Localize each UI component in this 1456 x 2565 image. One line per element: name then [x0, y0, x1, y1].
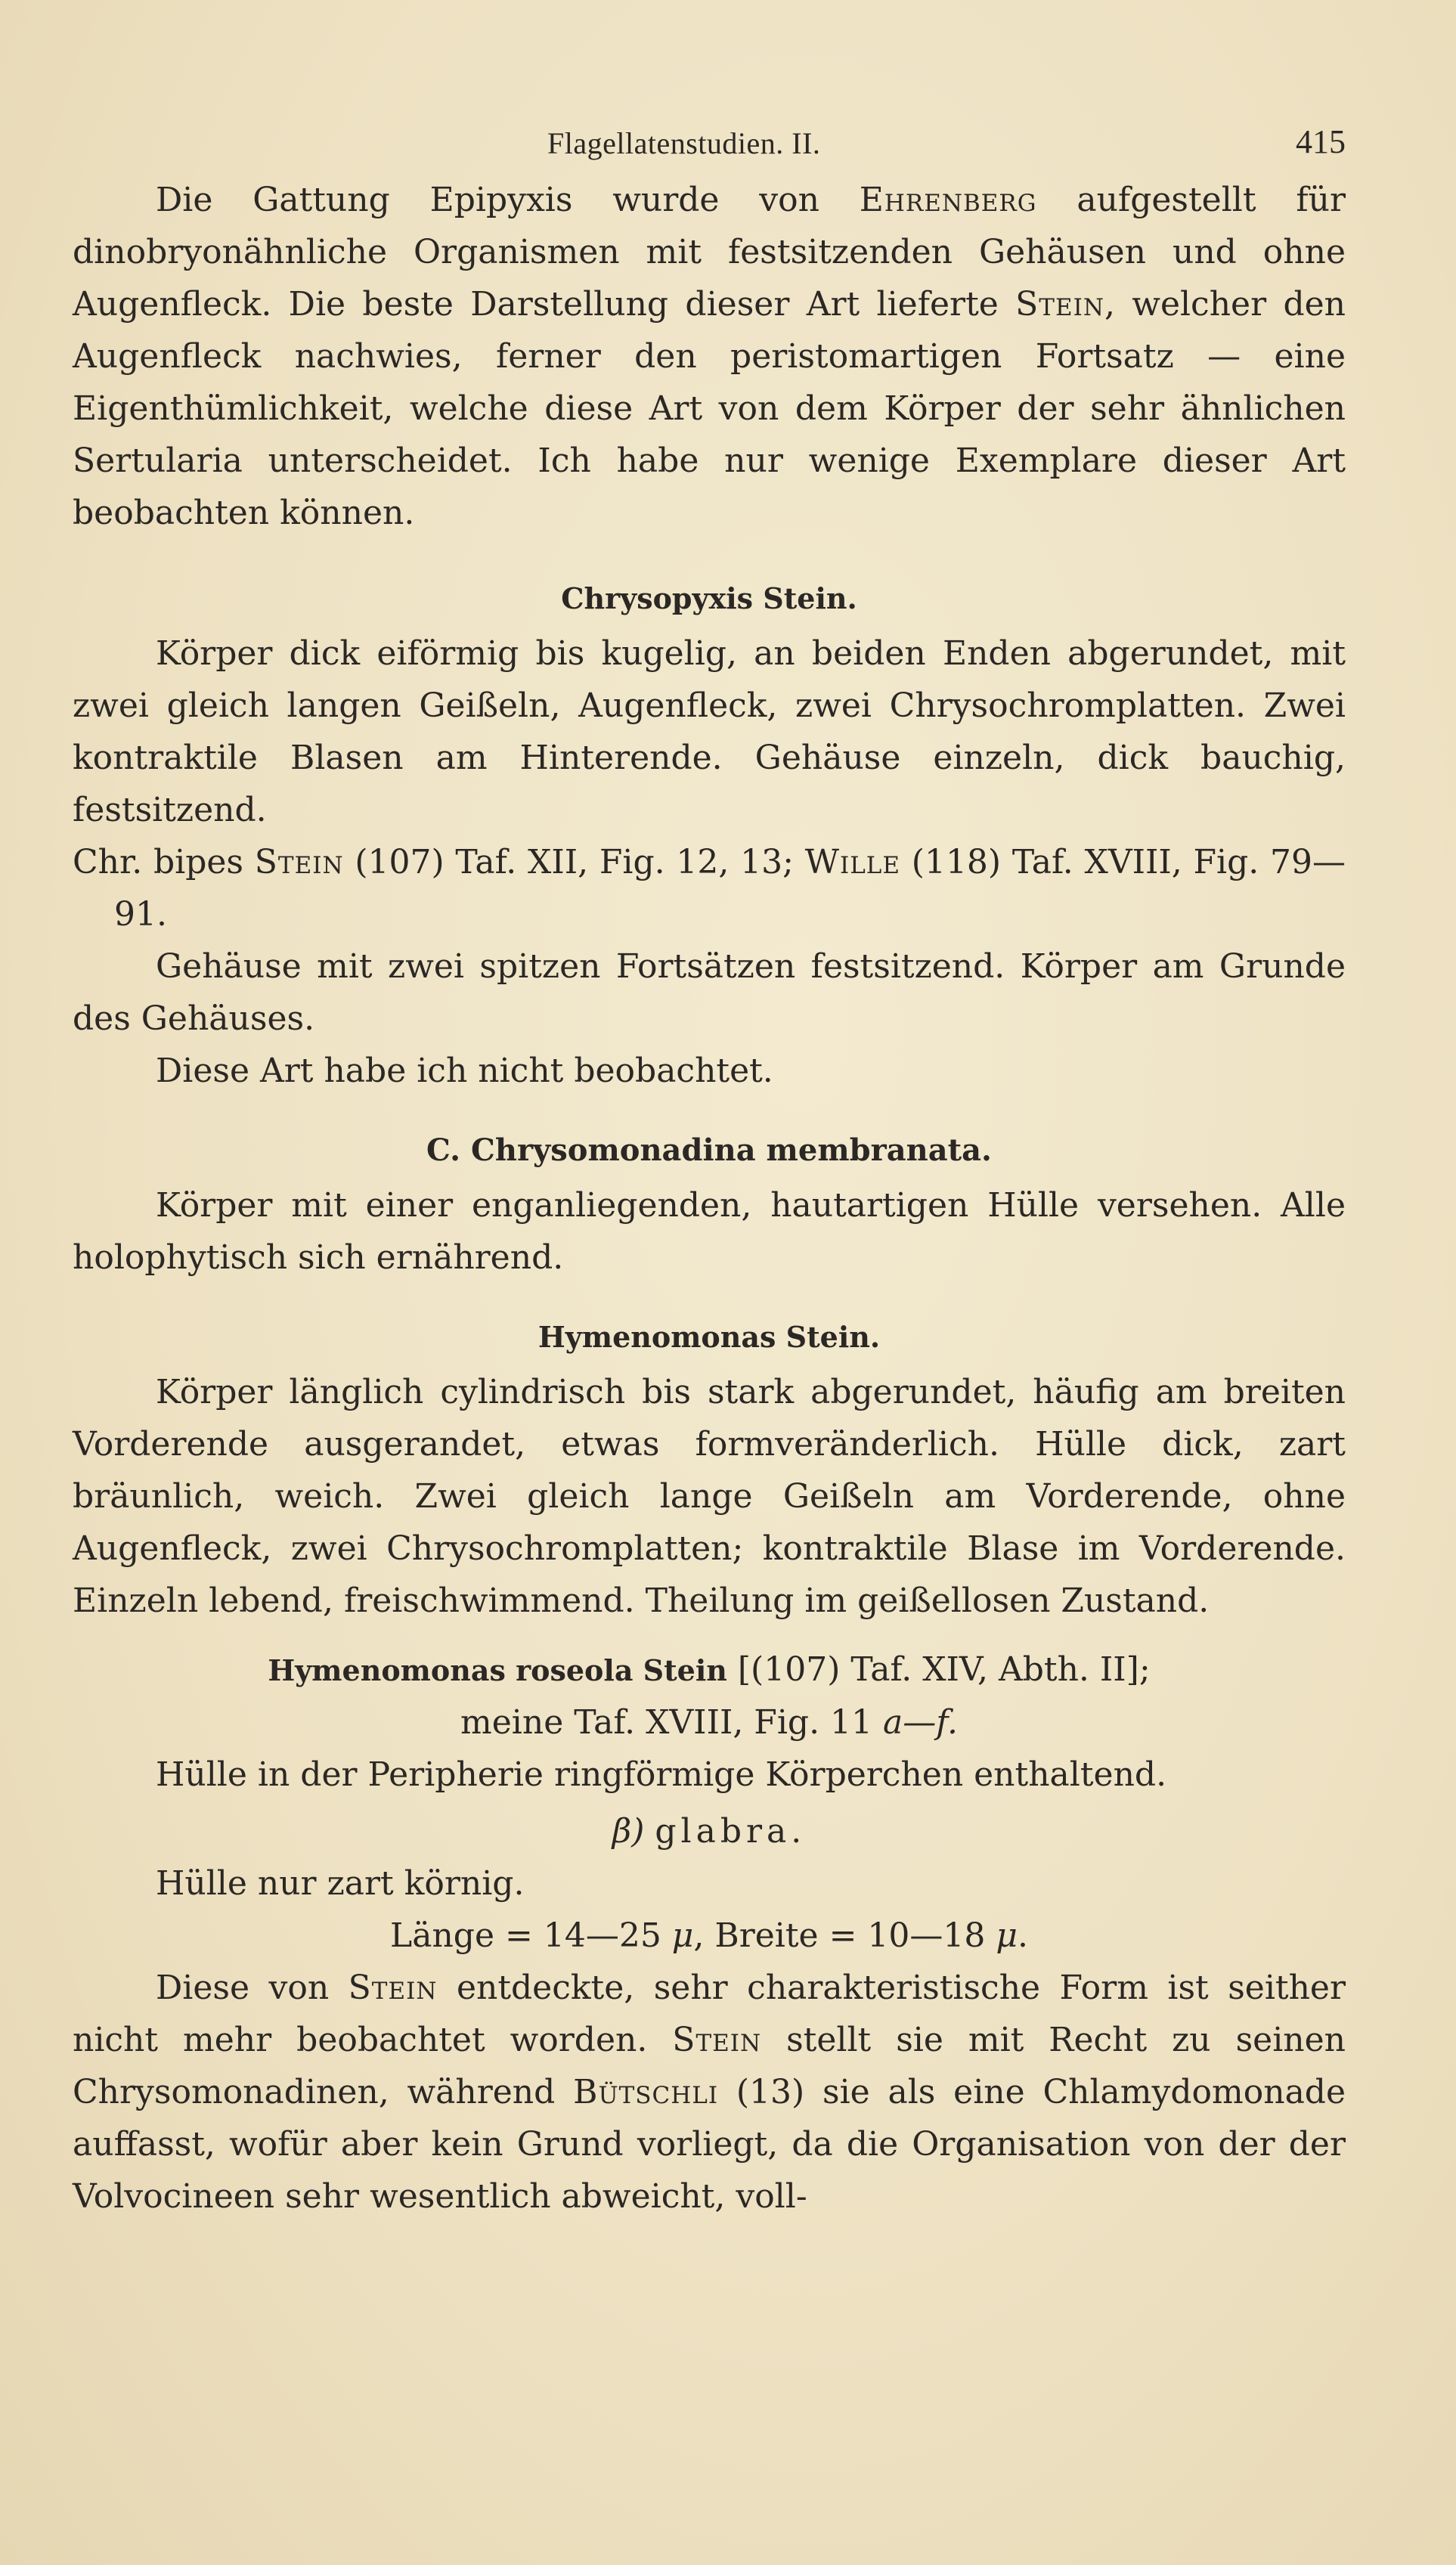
chrysopyxis-note: Diese Art habe ich nicht beobachtet.	[156, 1052, 773, 1090]
author-name: Ehrenberg	[859, 181, 1037, 219]
hymenomonas-species-line2: meine Taf. XVIII, Fig. 11 a—f.	[460, 1703, 958, 1742]
chrysopyxis-description: Körper dick eiförmig bis kugelig, an beiden Enden abgerundet, mit zwei gleich langen Geißeln, Augenfleck, zwei Chrysochromplatten. Zwei kontraktile Blasen am Hinterende. Gehäuse einzeln, dick bauchig, festsitzend.	[73, 634, 1346, 829]
running-title: Flagellatenstudien. II.	[547, 126, 821, 160]
author-name: Wille	[804, 843, 901, 881]
page-header	[73, 113, 1346, 174]
author-name: Stein	[348, 1969, 438, 2007]
author-name: Stein	[254, 843, 344, 881]
epipyxis-paragraph: Die Gattung Epipyxis wurde von Ehrenberg aufgestellt für dinobryonähnliche Organismen mit festsitzenden Gehäusen und ohne Augenfleck. Die beste Darstellung dieser Art lieferte Stein, welcher den Augenfleck nachwies, ferner den peristomartigen Fortsatz — eine Eigenthümlichkeit, welche diese Art von dem Körper der sehr ähnlichen Sertularia unterscheidet. Ich habe nur wenige Exemplare dieser Art beobachten können.	[73, 181, 1346, 532]
chrysopyxis-shell: Gehäuse mit zwei spitzen Fortsätzen festsitzend. Körper am Grunde des Gehäuses.	[73, 947, 1346, 1038]
genus-heading-chrysopyxis: Chrysopyxis Stein.	[561, 581, 857, 615]
section-c-description: Körper mit einer enganliegenden, hautartigen Hülle versehen. Alle holophytisch sich ernährend.	[73, 1186, 1346, 1277]
hymenomonas-discussion: Diese von Stein entdeckte, sehr charakteristische Form ist seither nicht mehr beobachtet worden. Stein stellt sie mit Recht zu seinen Chrysomonadinen, während Bütschli (13) sie als eine Chlamydomonade auffasst, wofür aber kein Grund vorliegt, da die Organisation von der der Volvocineen sehr wesentlich abweicht, voll-	[73, 1969, 1346, 2216]
hymenomonas-species-line1: Hymenomonas roseola Stein [(107) Taf. XIV, Abth. II];	[268, 1650, 1151, 1689]
genus-heading-hymenomonas: Hymenomonas Stein.	[537, 1320, 881, 1354]
author-name: Stein	[1015, 285, 1104, 324]
variety-heading: β) glabra.	[612, 1812, 807, 1851]
variety-description: Hülle nur zart körnig.	[156, 1864, 525, 1903]
book-page	[73, 113, 1346, 2223]
chrysopyxis-species: Chr. bipes Stein (107) Taf. XII, Fig. 12, 13; Wille (118) Taf. XVIII, Fig. 79—91.	[73, 843, 1346, 934]
hymenomonas-shell: Hülle in der Peripherie ringförmige Körperchen enthaltend.	[156, 1755, 1167, 1794]
author-name: Bütschli	[573, 2073, 719, 2111]
page-number: 415	[1296, 123, 1346, 160]
hymenomonas-description: Körper länglich cylindrisch bis stark abgerundet, häufig am breiten Vorderende ausgerandet, etwas formveränderlich. Hülle dick, zart bräunlich, weich. Zwei gleich lange Geißeln am Vorderende, ohne Augenfleck, zwei Chrysochromplatten; kontraktile Blase im Vorderende. Einzeln lebend, freischwimmend. Theilung im geißellosen Zustand.	[73, 1373, 1346, 1620]
measurements: Länge = 14—25 μ, Breite = 10—18 μ.	[390, 1916, 1028, 1955]
species-name: Hymenomonas roseola Stein	[268, 1653, 727, 1687]
section-heading-c: C. Chrysomonadina membranata.	[426, 1132, 992, 1168]
author-name: Stein	[672, 2021, 762, 2059]
